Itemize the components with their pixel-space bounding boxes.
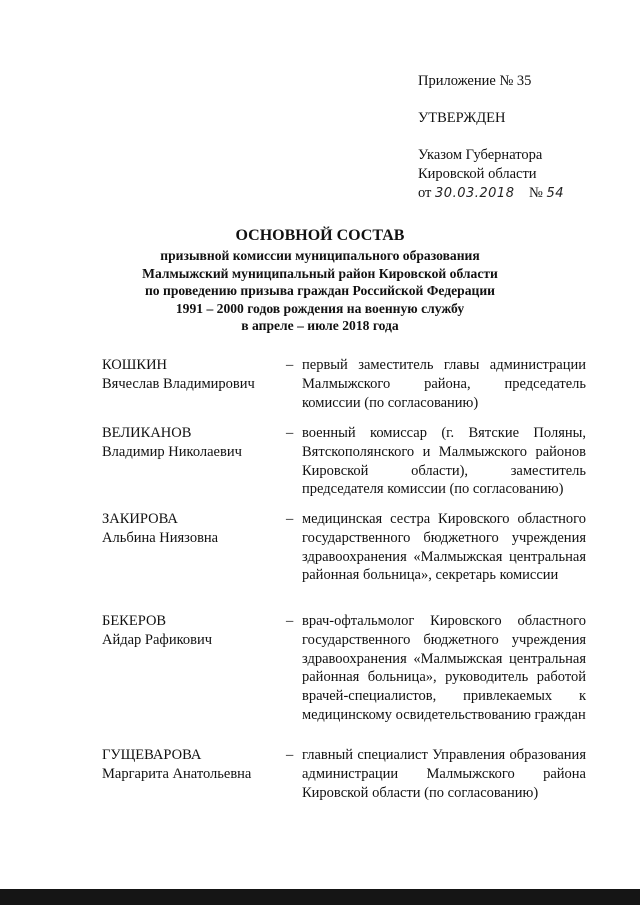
- scan-edge-bar: [0, 889, 640, 905]
- member-role: врач-офтальмолог Кировского областного государственного бюджетного учреждения здравоохранения «Малмыжская центральная районная больница», руководитель работой врачей-специалистов, привлекаемых к медицинскому освидетельствованию граждан: [302, 613, 586, 723]
- member-surname: КОШКИН: [102, 357, 168, 373]
- approved-label: УТВЕРЖДЕН: [418, 110, 506, 126]
- member-given-name: Айдар Рафикович: [102, 632, 213, 648]
- member-name: [102, 746, 282, 784]
- decree-line-1: Указом Губернатора: [418, 147, 543, 163]
- member-surname: ГУЩЕВАРОВА: [102, 747, 202, 763]
- number-prefix: №: [528, 185, 543, 201]
- subtitle-line: Малмыжский муниципальный район Кировской области: [142, 265, 498, 281]
- handwritten-date: 30.03.2018: [435, 186, 515, 201]
- member-dash: –: [286, 357, 294, 373]
- decree-date-line: [418, 184, 618, 203]
- document-subtitle: [60, 247, 580, 335]
- member-surname: ЗАКИРОВА: [102, 511, 178, 527]
- subtitle-line: в апреле – июле 2018 года: [241, 318, 399, 334]
- member-given-name: Альбина Ниязовна: [102, 530, 219, 546]
- handwritten-number: 54: [546, 186, 564, 201]
- member-role: главный специалист Управления образования администрации Малмыжского района Кировской области (по согласованию): [302, 747, 586, 801]
- member-given-name: Вячеслав Владимирович: [102, 376, 255, 392]
- decree-line-2: Кировской области: [418, 166, 537, 182]
- member-role: военный комиссар (г. Вятские Поляны, Вятскополянского и Малмыжского районов Кировской области), заместитель председателя комиссии (по согласованию): [302, 425, 586, 498]
- member-given-name: Владимир Николаевич: [102, 444, 242, 460]
- member-name: [102, 424, 282, 462]
- member-given-name: Маргарита Анатольевна: [102, 766, 252, 782]
- document-title: ОСНОВНОЙ СОСТАВ: [235, 227, 405, 244]
- member-name: [102, 510, 282, 548]
- member-dash: –: [286, 425, 294, 441]
- member-role: первый заместитель главы администрации Малмыжского района, председатель комиссии (по согласованию): [302, 357, 586, 411]
- subtitle-line: призывной комиссии муниципального образования: [160, 248, 480, 263]
- member-name: [102, 612, 282, 650]
- member-role: медицинская сестра Кировского областного государственного бюджетного учреждения здравоохранения «Малмыжская центральная районная больница», секретарь комиссии: [302, 511, 586, 584]
- member-name: [102, 356, 282, 394]
- subtitle-line: по проведению призыва граждан Российской Федерации: [144, 283, 496, 299]
- approval-block: [418, 72, 618, 203]
- member-dash: –: [286, 747, 294, 763]
- member-surname: ВЕЛИКАНОВ: [102, 425, 192, 441]
- member-dash: –: [286, 613, 294, 629]
- member-surname: БЕКЕРОВ: [102, 613, 167, 629]
- member-dash: –: [286, 511, 294, 527]
- date-prefix: от: [418, 185, 432, 201]
- appendix-number: Приложение № 35: [418, 73, 532, 89]
- subtitle-line: 1991 – 2000 годов рождения на военную службу: [175, 300, 465, 316]
